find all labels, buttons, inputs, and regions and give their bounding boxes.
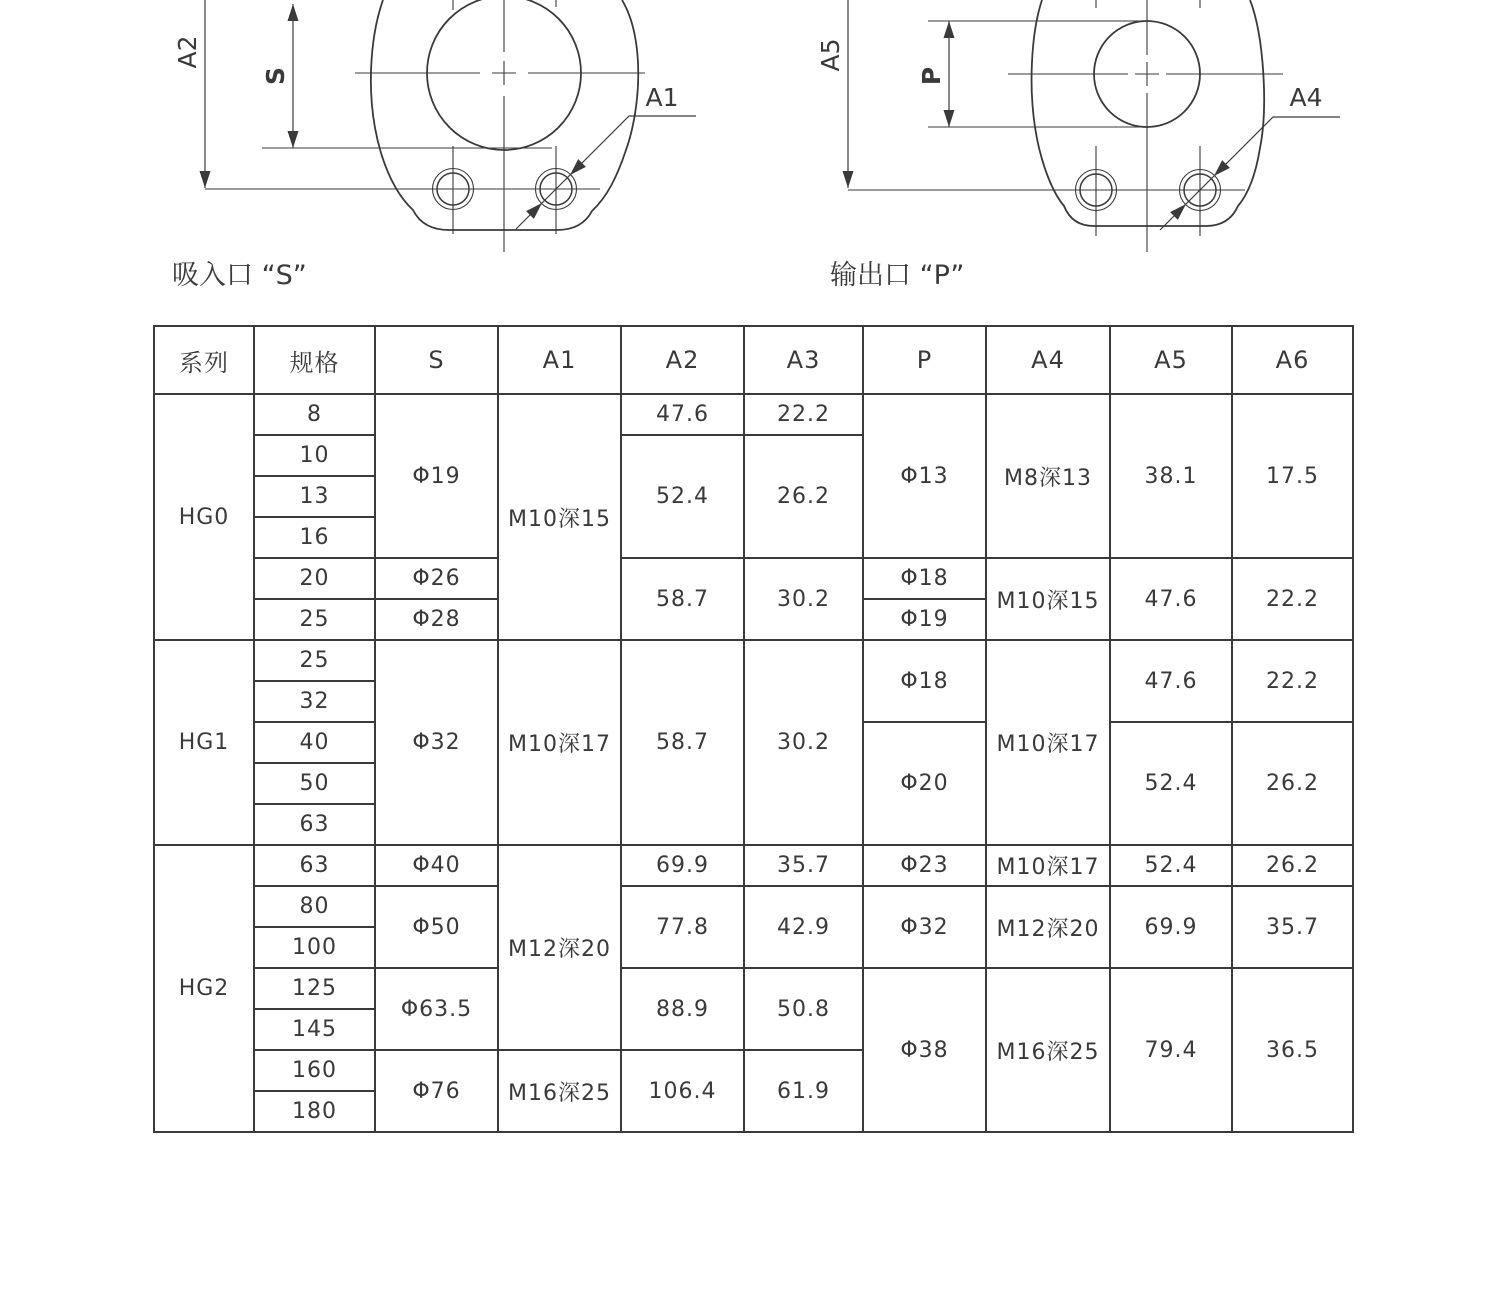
centerlines <box>205 0 645 252</box>
header-cell-a4: A4 <box>986 326 1110 394</box>
cell-spec: 32 <box>254 681 375 722</box>
cell-a3: 42.9 <box>744 886 863 968</box>
cell-series: HG0 <box>154 394 254 640</box>
cell-series: HG2 <box>154 845 254 1132</box>
cell-spec: 145 <box>254 1009 375 1050</box>
cell-a2: 58.7 <box>621 640 744 845</box>
table-row <box>154 845 1353 886</box>
cell-spec: 180 <box>254 1091 375 1132</box>
cell-spec: 125 <box>254 968 375 1009</box>
centerlines <box>848 0 1283 252</box>
dim-label-p: P <box>917 66 946 86</box>
cell-spec: 63 <box>254 845 375 886</box>
header-cell-series: 系列 <box>154 326 254 394</box>
table-row <box>154 394 1353 435</box>
cell-a4: M10深17 <box>986 640 1110 845</box>
cell-a3: 35.7 <box>744 845 863 886</box>
cell-a6: 26.2 <box>1232 845 1353 886</box>
cell-spec: 160 <box>254 1050 375 1091</box>
cell-a5: 52.4 <box>1110 845 1232 886</box>
output-port-drawing <box>816 0 1340 291</box>
cell-spec: 10 <box>254 435 375 476</box>
cell-a4: M12深20 <box>986 886 1110 968</box>
cell-spec: 16 <box>254 517 375 558</box>
table-row <box>154 640 1353 681</box>
cell-a1: M16深25 <box>498 1050 621 1132</box>
header-cell-a1: A1 <box>498 326 621 394</box>
cell-spec: 25 <box>254 640 375 681</box>
table-row <box>154 968 1353 1009</box>
cell-a3: 26.2 <box>744 435 863 558</box>
cell-a4: M16深25 <box>986 968 1110 1132</box>
cell-a2: 88.9 <box>621 968 744 1050</box>
cell-a3: 30.2 <box>744 558 863 640</box>
cell-a2: 77.8 <box>621 886 744 968</box>
dimension-table <box>153 325 1354 1133</box>
cell-a1: M12深20 <box>498 845 621 1050</box>
flange-outline <box>1032 0 1265 226</box>
header-row <box>154 326 1353 394</box>
cell-a5: 79.4 <box>1110 968 1232 1132</box>
cell-spec: 8 <box>254 394 375 435</box>
output-caption: 输出口 “P” <box>830 260 965 291</box>
cell-a5: 47.6 <box>1110 640 1232 722</box>
header-cell-p: P <box>863 326 986 394</box>
table-row <box>154 558 1353 599</box>
cell-spec: 100 <box>254 927 375 968</box>
callout-label-a4: A4 <box>1289 83 1323 112</box>
cell-a5: 38.1 <box>1110 394 1232 558</box>
cell-a4: M10深15 <box>986 558 1110 640</box>
cell-s: Φ19 <box>375 394 498 558</box>
cell-a3: 50.8 <box>744 968 863 1050</box>
cell-series: HG1 <box>154 640 254 845</box>
cell-a6: 22.2 <box>1232 558 1353 640</box>
cell-spec: 40 <box>254 722 375 763</box>
header-cell-s: S <box>375 326 498 394</box>
dim-label-a5: A5 <box>816 38 845 72</box>
port-drawings <box>0 0 1500 310</box>
cell-a3: 30.2 <box>744 640 863 845</box>
cell-spec: 20 <box>254 558 375 599</box>
cell-spec: 50 <box>254 763 375 804</box>
table-row <box>154 886 1353 927</box>
cell-a2: 47.6 <box>621 394 744 435</box>
cell-spec: 13 <box>254 476 375 517</box>
cell-p: Φ20 <box>863 722 986 845</box>
dimension-lines <box>200 0 697 229</box>
cell-a1: M10深17 <box>498 640 621 845</box>
cell-p: Φ18 <box>863 640 986 722</box>
cell-s: Φ28 <box>375 599 498 640</box>
cell-a6: 36.5 <box>1232 968 1353 1132</box>
cell-p: Φ23 <box>863 845 986 886</box>
cell-spec: 80 <box>254 886 375 927</box>
cell-s: Φ40 <box>375 845 498 886</box>
cell-a2: 52.4 <box>621 435 744 558</box>
cell-spec: 63 <box>254 804 375 845</box>
header-cell-spec: 规格 <box>254 326 375 394</box>
header-cell-a2: A2 <box>621 326 744 394</box>
cell-a3: 61.9 <box>744 1050 863 1132</box>
cell-p: Φ38 <box>863 968 986 1132</box>
cell-a2: 106.4 <box>621 1050 744 1132</box>
cell-p: Φ32 <box>863 886 986 968</box>
cell-s: Φ50 <box>375 886 498 968</box>
suction-caption: 吸入口 “S” <box>172 260 307 291</box>
flange-outline <box>371 0 638 230</box>
header-cell-a3: A3 <box>744 326 863 394</box>
cell-a6: 22.2 <box>1232 640 1353 722</box>
cell-a5: 52.4 <box>1110 722 1232 845</box>
cell-p: Φ18 <box>863 558 986 599</box>
cell-a6: 35.7 <box>1232 886 1353 968</box>
callout-label-a1: A1 <box>645 83 679 112</box>
header-cell-a6: A6 <box>1232 326 1353 394</box>
cell-s: Φ63.5 <box>375 968 498 1050</box>
cell-a1: M10深15 <box>498 394 621 640</box>
suction-port-drawing <box>172 0 696 291</box>
cell-a6: 26.2 <box>1232 722 1353 845</box>
cell-p: Φ13 <box>863 394 986 558</box>
cell-s: Φ32 <box>375 640 498 845</box>
cell-spec: 25 <box>254 599 375 640</box>
cell-a2: 69.9 <box>621 845 744 886</box>
cell-a5: 69.9 <box>1110 886 1232 968</box>
cell-a3: 22.2 <box>744 394 863 435</box>
cell-s: Φ76 <box>375 1050 498 1132</box>
dimension-lines <box>843 0 1341 230</box>
cell-a2: 58.7 <box>621 558 744 640</box>
cell-s: Φ26 <box>375 558 498 599</box>
dim-label-a2: A2 <box>173 35 202 69</box>
header-cell-a5: A5 <box>1110 326 1232 394</box>
cell-a5: 47.6 <box>1110 558 1232 640</box>
cell-a4: M10深17 <box>986 845 1110 886</box>
cell-a6: 17.5 <box>1232 394 1353 558</box>
cell-a4: M8深13 <box>986 394 1110 558</box>
dim-label-s: S <box>261 66 290 86</box>
cell-p: Φ19 <box>863 599 986 640</box>
